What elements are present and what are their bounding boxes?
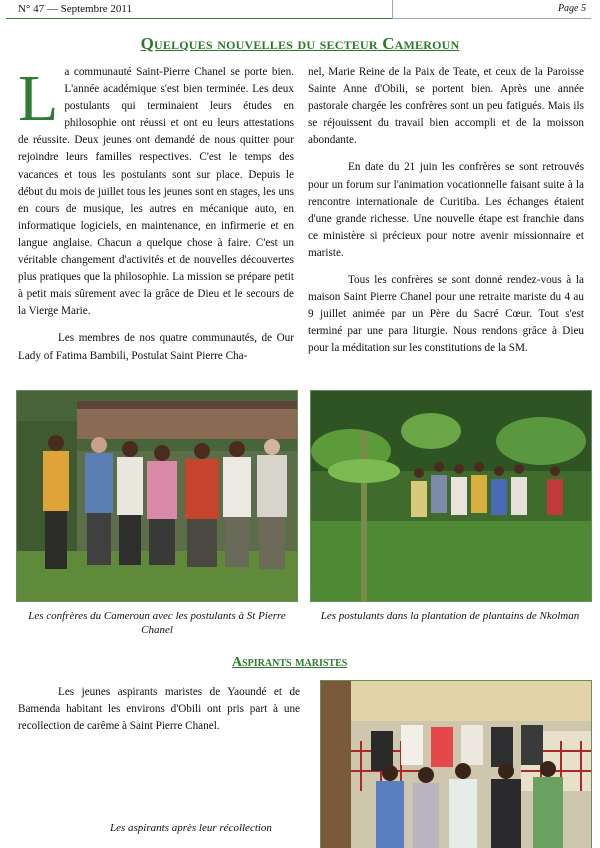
photo-plantation — [310, 390, 592, 602]
photo-aspirants — [320, 680, 592, 848]
drop-cap: L — [18, 62, 59, 135]
article-column-right — [308, 64, 584, 358]
aspirants-paragraph: Les jeunes aspirants maristes de Yaoundé et de Bamenda habitant les environs d'Obili ont pris part à une recollection de carême à Saint Pierre Chanel. — [18, 686, 300, 733]
aspirants-heading: Aspirants maristes — [232, 655, 348, 670]
caption-aspirants: Les aspirants après leur récollection — [110, 822, 272, 834]
paragraph-1-text: a communauté Saint-Pierre Chanel se porte bien. L'année académique s'est bien terminée. Les deux postulants qui terminaient leurs études en philosophie ont réussi et ont eu leurs attestations de réussite. Deux jeunes ont demandé de nous quitter pour rejoindre leurs familles respectives. C'est le temps des vacances et tous les postulants sont sur place. Depuis le début du mois de juillet tous les jeunes sont en stages, les uns en cours de musique, les autres en mécanique auto, en informatique logiciels, en maintenance, en infirmerie et en langue anglaise. Chacun a quelque chose à faire. C'est un véritable changement d'activités et de nouvelles découvertes plus pratiques que la philosophie. La mission se prépare petit à petit mais sûrement avec la grâce de Dieu et le secours de la Vierge Marie. — [18, 66, 294, 318]
photo-confreres-group — [16, 390, 298, 602]
paragraph-2-end: nel, Marie Reine de la Paix de Teate, et ceux de la Paroisse Sainte Anne d'Obili, se portent bien. Après une année pastorale chargée les confrères sont un peu fatigués. Mais ils se réjouissent du travail bien accompli et de la moisson abondante. — [308, 66, 584, 147]
caption-confreres: Les confrères du Cameroun avec les postulants à St Pierre Chanel — [28, 610, 286, 636]
paragraph-4: Tous les confrères se sont donné rendez-vous à la maison Saint Pierre Chanel pour une retraite mariste du 4 au 9 juillet animée par un Père du Sacré Cœur. Tout s'est terminé par une para liturgie. Nous rendons grâce à Dieu pour la méditation sur les constitutions de la SM. — [308, 274, 584, 355]
caption-plantation: Les postulants dans la plantation de plantains de Nkolman — [320, 610, 580, 622]
paragraph-3: En date du 21 juin les confrères se sont retrouvés pour un forum sur l'animation vocationnelle faisant suite à la rencontre internationale de Curitiba. Les échanges étaient d'une grande richesse. Une nouvelle étape est franchie dans ce ministère si précieux pour notre avenir missionnaire et mariste. — [308, 161, 584, 259]
issue-number: N° 47 — Septembre 2011 — [18, 3, 132, 15]
page-title: Quelques nouvelles du secteur Cameroun — [140, 34, 460, 53]
header-rule — [6, 18, 392, 19]
paragraph-2-start: Les membres de nos quatre communautés, de Our Lady of Fatima Bambili, Postulat Saint Pierre Cha- — [18, 332, 294, 362]
paragraph-1 — [18, 64, 294, 320]
page-number: Page 5 — [557, 3, 586, 14]
article-column-left — [18, 64, 294, 365]
